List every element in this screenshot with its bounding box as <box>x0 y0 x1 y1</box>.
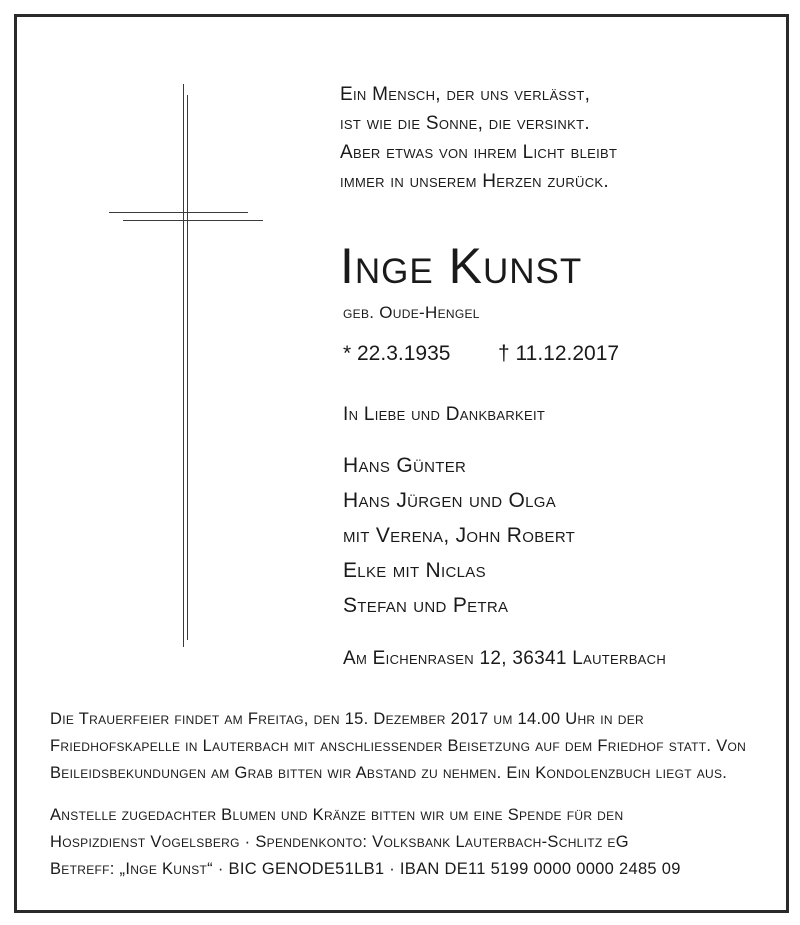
deceased-name: Inge Kunst <box>340 238 583 294</box>
birth-date: * 22.3.1935 <box>343 342 451 365</box>
donation-notice <box>50 802 681 883</box>
notice-line: Friedhofskapelle in Lauterbach mit anschliessender Beisetzung auf dem Friedhof statt. Von <box>50 737 747 755</box>
family-member: Hans Jürgen und Olga <box>343 489 557 512</box>
notice-line: Die Trauerfeier findet am Freitag, den 15. Dezember 2017 um 14.00 Uhr in der <box>50 710 644 728</box>
notice-line: Hospizdienst Vogelsberg · Spendenkonto: Volksbank Lauterbach-Schlitz eG <box>50 833 629 851</box>
notice-line: Betreff: „Inge Kunst“ · BIC GENODE51LB1 · IBAN DE11 5199 0000 0000 2485 09 <box>50 860 681 878</box>
family-member: mit Verena, John Robert <box>343 524 576 547</box>
maiden-name: geb. Oude-Hengel <box>343 303 480 322</box>
dedication: In Liebe und Dankbarkeit <box>343 404 546 425</box>
poem-line: immer in unserem Herzen zurück. <box>340 171 609 192</box>
family-address: Am Eichenrasen 12, 36341 Lauterbach <box>343 648 667 669</box>
poem-line: ist wie die Sonne, die versinkt. <box>340 113 590 134</box>
poem-line: Ein Mensch, der uns verlässt, <box>340 84 591 105</box>
death-date: † 11.12.2017 <box>498 342 620 365</box>
funeral-notice <box>50 706 746 787</box>
notice-line: Beileidsbekundungen am Grab bitten wir Abstand zu nehmen. Ein Kondolenzbuch liegt aus. <box>50 764 728 782</box>
family-member: Elke mit Niclas <box>343 559 486 582</box>
family-member: Hans Günter <box>343 454 467 477</box>
poem <box>340 80 617 196</box>
notice-line: Anstelle zugedachter Blumen und Kränze bitten wir um eine Spende für den <box>50 806 624 824</box>
family-list <box>343 448 575 623</box>
family-member: Stefan und Petra <box>343 594 509 617</box>
poem-line: Aber etwas von ihrem Licht bleibt <box>340 142 618 163</box>
